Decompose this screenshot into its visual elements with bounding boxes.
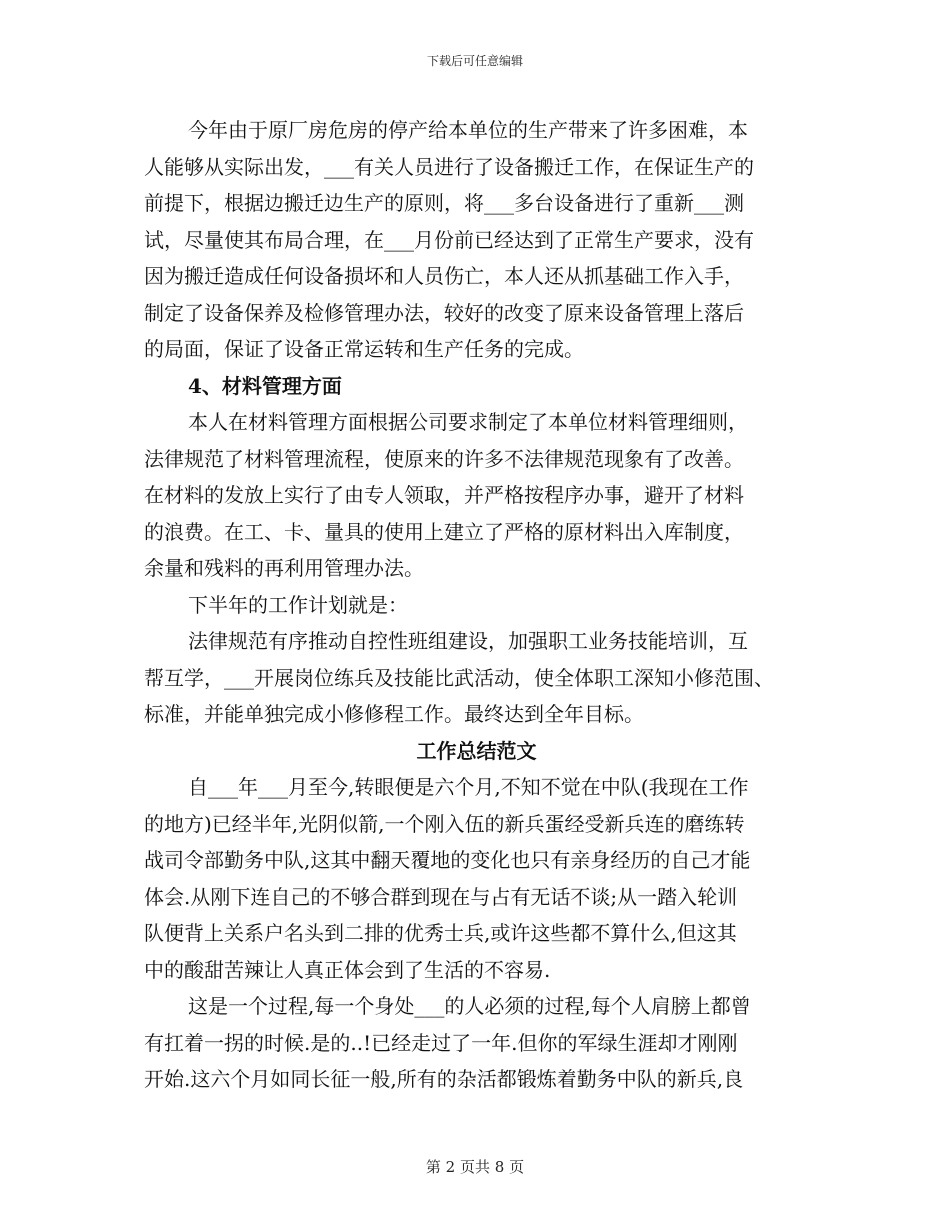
text-line: 法律规范了材料管理流程，使原来的许多不法律规范现象有了改善。: [144, 446, 744, 471]
text-line: 的局面，保证了设备正常运转和生产任务的完成。: [144, 337, 584, 361]
text-line: 中的酸甜苦辣让人真正体会到了生活的不容易.: [144, 957, 551, 982]
page-header: 下载后可任意编辑: [426, 54, 523, 68]
paragraph-summary-1: [144, 769, 809, 988]
page-footer: 第 2 页共 8 页: [425, 1158, 525, 1176]
text-line: 在材料的发放上实行了由专人领取，并严格按程序办事，避开了材料: [144, 483, 744, 507]
text-line: 人能够从实际出发，___有关人员进行了设备搬迁工作，在保证生产的: [144, 154, 754, 179]
document-body: [144, 112, 809, 1098]
text-line: 这是一个过程,每一个身处___的人必须的过程,每个人肩膀上都曾: [188, 994, 751, 1018]
paragraph-work-plan: [144, 623, 809, 733]
section-heading: 4、材料管理方面: [188, 373, 342, 398]
text-line: 队便背上关系户名头到二排的优秀士兵,或许这些都不算什么,但这其: [144, 921, 737, 945]
text-line: 的地方)已经半年,光阴似箭,一个刚入伍的新兵蛋经受新兵连的磨练转: [144, 811, 745, 836]
text-line: 标准，并能单独完成小修修程工作。最终达到全年目标。: [144, 702, 644, 726]
plan-intro: 下半年的工作计划就是：: [188, 592, 408, 617]
text-line: 试，尽量使其布局合理，在___月份前已经达到了正常生产要求，没有: [144, 227, 754, 252]
document-title: 工作总结范文: [416, 738, 537, 763]
text-line: 帮互学，___开展岗位练兵及技能比武活动，使全体职工深知小修范围、: [144, 665, 774, 690]
text-line: 开始.这六个月如同长征一般,所有的杂活都锻炼着勤务中队的新兵,良: [144, 1067, 744, 1091]
text-line: 前提下，根据边搬迁边生产的原则，将___多台设备进行了重新___测: [144, 191, 744, 215]
paragraph-summary-2: [144, 988, 809, 1098]
text-line: 战司令部勤务中队,这其中翻天覆地的变化也只有亲身经历的自己才能: [144, 848, 751, 872]
paragraph-material-management: [144, 404, 809, 587]
text-line: 法律规范有序推动自控性班组建设，加强职工业务技能培训，互: [188, 629, 748, 653]
text-line: 有扛着一拐的时候.是的..!已经走过了一年.但你的军绿生涯却才刚刚: [144, 1030, 738, 1055]
text-line: 因为搬迁造成任何设备损坏和人员伤亡，本人还从抓基础工作入手，: [144, 264, 744, 288]
text-line: 的浪费。在工、卡、量具的使用上建立了严格的原材料出入库制度，: [144, 519, 744, 544]
text-line: 今年由于原厂房危房的停产给本单位的生产带来了许多困难，本: [188, 118, 748, 142]
text-line: 余量和残料的再利用管理办法。: [144, 556, 424, 580]
text-line: 体会.从刚下连自己的不够合群到现在与占有无话不谈;从一踏入轮训: [144, 884, 738, 909]
text-line: 自___年___月至今,转眼便是六个月,不知不觉在中队(我现在工作: [188, 775, 749, 799]
paragraph-equipment-relocation: [144, 112, 809, 368]
text-line: 制定了设备保养及检修管理办法，较好的改变了原来设备管理上落后: [144, 300, 744, 325]
text-line: 本人在材料管理方面根据公司要求制定了本单位材料管理细则，: [188, 410, 748, 434]
